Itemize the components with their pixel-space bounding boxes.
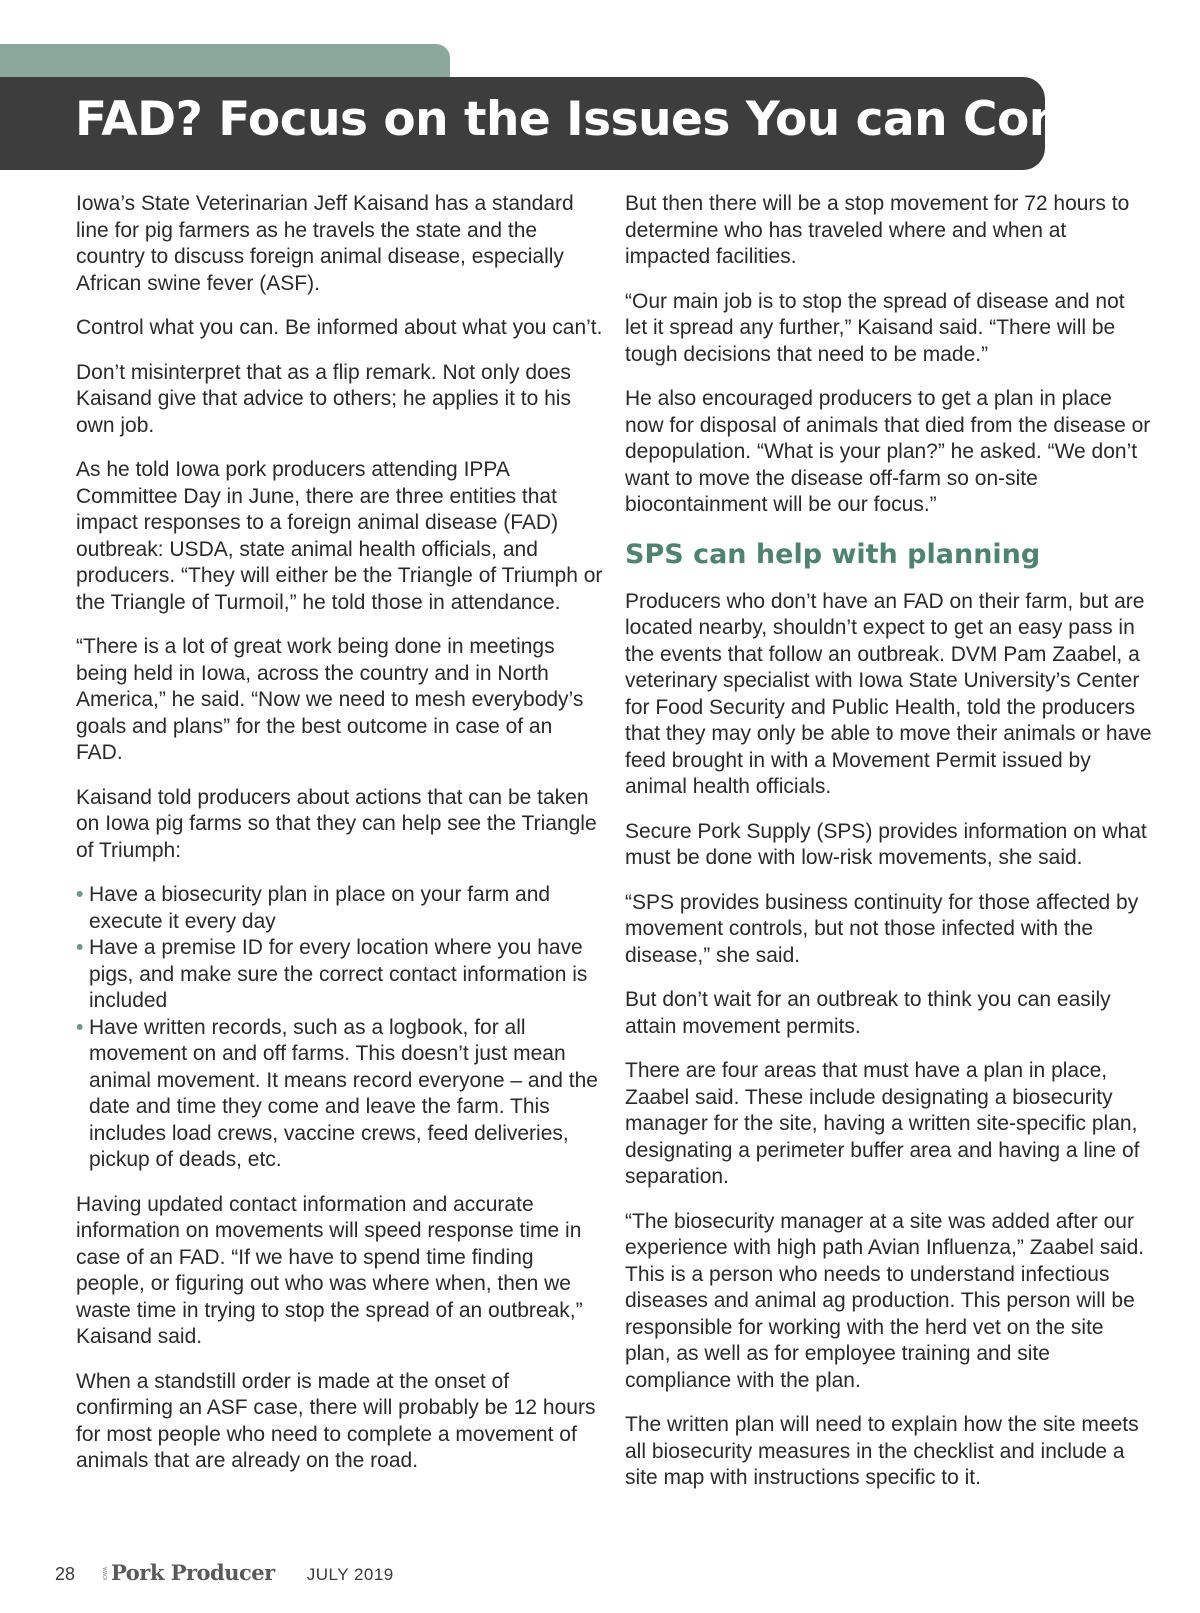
paragraph: Don’t misinterpret that as a flip remark. Not only does Kaisand give that advice to others; he applies it to his own job. xyxy=(76,360,571,437)
paragraph: Secure Pork Supply (SPS) provides information on what must be done with low-risk movements, she said. xyxy=(625,819,1147,869)
page-number: 28 xyxy=(55,1564,76,1584)
list-item xyxy=(76,935,603,1015)
action-list xyxy=(76,882,603,1174)
paragraph: Having updated contact information and accurate information on movements will speed response time in case of an FAD. “If we have to spend time finding people, or figuring out who was where when, then we waste time in trying to stop the spread of an outbreak,” Kaisand said. xyxy=(76,1192,583,1348)
article-title: FAD? Focus on the Issues You can Control xyxy=(75,92,1154,147)
right-column xyxy=(625,191,1152,1510)
paragraph: There are four areas that must have a plan in place, Zaabel said. These include designating a biosecurity manager for the site, having a written site-specific plan, designating a perimeter buffer area and having a line of separation. xyxy=(625,1059,1140,1188)
list-item xyxy=(76,882,603,935)
paragraph: “There is a lot of great work being done in meetings being held in Iowa, across the country and in North America,” he said. “Now we need to mesh everybody’s goals and plans” for the best outcome in case of an FAD. xyxy=(76,635,584,764)
paragraph: “The biosecurity manager at a site was added after our experience with high path Avian Influenza,” Zaabel said. This is a person who needs to understand infectious diseases and animal ag production. This person will be responsible for working with the herd vet on the site plan, as well as for employee training and site compliance with the plan. xyxy=(625,1209,1145,1392)
list-item-text: Have a biosecurity plan in place on your farm and execute it every day xyxy=(89,883,551,933)
bullet-icon: • xyxy=(76,936,84,959)
title-banner xyxy=(0,77,1154,170)
paragraph: Kaisand told producers about actions that can be taken on Iowa pig farms so that they can help see the Triangle of Triumph: xyxy=(76,785,597,862)
paragraph: Producers who don’t have an FAD on their farm, but are located nearby, shouldn’t expect to get an easy pass in the events that follow an outbreak. DVM Pam Zaabel, a veterinary specialist with Iowa State University’s Center for Food Security and Public Health, told the producers that they may only be able to move their animals or have feed brought in with a Movement Permit issued by animal health officials. xyxy=(625,589,1152,798)
paragraph: “SPS provides business continuity for those affected by movement controls, but not those infected with the disease,” she said. xyxy=(625,890,1139,967)
list-item xyxy=(76,1015,603,1174)
paragraph: He also encouraged producers to get a plan in place now for disposal of animals that died from the disease or depopulation. “What is your plan?” he asked. “We don’t want to move the disease off-farm so on-site biocontainment will be our focus.” xyxy=(625,387,1151,516)
paragraph: “Our main job is to stop the spread of disease and not let it spread any further,” Kaisand said. “There will be tough decisions that need to be made.” xyxy=(625,289,1125,366)
list-item-text: Have written records, such as a logbook, for all movement on and off farms. This doesn’t just mean animal movement. It means record everyone – and the date and time they come and leave the farm. This includes load crews, vaccine crews, feed deliveries, pickup of deads, etc. xyxy=(89,1015,598,1171)
paragraph: The written plan will need to explain how the site meets all biosecurity measures in the checklist and include a site map with instructions specific to it. xyxy=(625,1413,1139,1489)
paragraph: But don’t wait for an outbreak to think you can easily attain movement permits. xyxy=(625,988,1111,1038)
issue-date: JULY 2019 xyxy=(306,1565,394,1584)
paragraph: Iowa’s State Veterinarian Jeff Kaisand has a standard line for pig farmers as he travels the state and the country to discuss foreign animal disease, especially African swine fever (ASF). xyxy=(76,192,574,295)
page-footer xyxy=(55,1560,394,1590)
list-item-text: Have a premise ID for every location where you have pigs, and make sure the correct contact information is included xyxy=(89,936,588,1012)
logo-prefix: IOWA xyxy=(103,1566,110,1580)
left-column xyxy=(76,191,603,1493)
bullet-icon: • xyxy=(76,1015,84,1039)
paragraph: As he told Iowa pork producers attending IPPA Committee Day in June, there are three entities that impact responses to a foreign animal disease (FAD) outbreak: USDA, state animal health officials, and producers. “They will either be the Triangle of Triumph or the Triangle of Turmoil,” he told those in attendance. xyxy=(76,458,603,614)
paragraph: But then there will be a stop movement for 72 hours to determine who has traveled where and when at impacted facilities. xyxy=(625,192,1130,268)
paragraph: When a standstill order is made at the onset of confirming an ASF case, there will probably be 12 hours for most people who need to complete a movement of animals that are already on the road. xyxy=(76,1369,596,1472)
section-subheading: SPS can help with planning xyxy=(625,538,1041,570)
publication-logo: Pork Producer xyxy=(111,1560,275,1585)
paragraph: Control what you can. Be informed about what you can’t. xyxy=(76,316,603,339)
bullet-icon: • xyxy=(76,883,84,906)
